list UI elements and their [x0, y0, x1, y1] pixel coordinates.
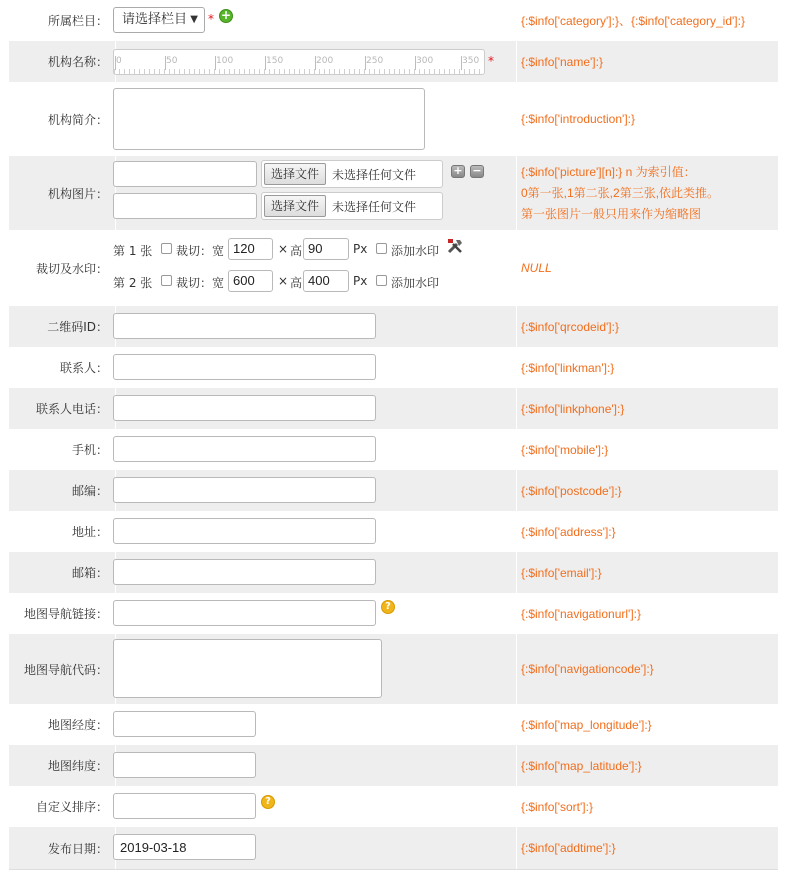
row-addtime	[9, 827, 778, 869]
email-note: {:$info['email']:}	[521, 565, 602, 580]
crop-row-index: 第 1 张	[113, 244, 153, 258]
picture-note-line: 第一张图片一般只用来作为缩略图	[521, 206, 702, 221]
chevron-down-icon: ▼	[190, 14, 198, 25]
times-sign: ×	[278, 242, 289, 256]
ruler-tick: 350	[462, 56, 480, 66]
ruler-tick: 150	[266, 56, 284, 66]
addtime-input[interactable]	[113, 834, 256, 860]
row-qrcodeid	[9, 306, 778, 347]
mobile-label: 手机：	[71, 443, 108, 457]
navigationcode-textarea[interactable]	[113, 639, 382, 698]
crop-height-input[interactable]	[303, 270, 349, 292]
linkman-input[interactable]	[113, 354, 376, 380]
crop-label: 裁切及水印：	[35, 261, 108, 276]
crop-row-index: 第 2 张	[113, 276, 153, 290]
sort-input[interactable]	[113, 793, 256, 819]
navigationurl-note: {:$info['navigationurl']:}	[521, 606, 641, 621]
ruler-tick: 300	[416, 56, 434, 66]
crop-width-label: 裁切：宽	[176, 244, 225, 258]
row-category	[9, 0, 778, 41]
map-longitude-note: {:$info['map_longitude']:}	[521, 717, 652, 732]
file-picker-2[interactable]	[261, 192, 443, 220]
remove-picture-button[interactable]: −	[470, 165, 484, 178]
row-introduction	[9, 82, 778, 156]
row-email	[9, 552, 778, 593]
map-latitude-input[interactable]	[113, 752, 256, 778]
row-address	[9, 511, 778, 552]
times-sign: ×	[278, 274, 289, 288]
name-label: 机构名称：	[47, 55, 108, 69]
divider	[516, 827, 517, 869]
file-picker-1[interactable]	[261, 160, 443, 188]
navigationurl-label: 地图导航链接：	[23, 607, 108, 621]
linkphone-note: {:$info['linkphone']:}	[521, 401, 625, 416]
name-input[interactable]	[113, 49, 485, 75]
crop-checkbox[interactable]	[161, 275, 172, 286]
ruler-tick: 0	[116, 56, 122, 66]
navigationcode-label: 地图导航代码：	[23, 662, 108, 677]
postcode-label: 邮编：	[71, 484, 108, 498]
file-status: 未选择任何文件	[332, 199, 417, 214]
watermark-label: 添加水印	[391, 244, 440, 258]
picture-note-line: {:$info['picture'][n]:} n 为索引值：	[521, 164, 696, 179]
file-status: 未选择任何文件	[332, 167, 417, 182]
postcode-note: {:$info['postcode']:}	[521, 483, 622, 498]
row-map-latitude	[9, 745, 778, 786]
picture-note	[521, 156, 776, 230]
row-crop	[9, 230, 778, 306]
divider	[516, 745, 517, 786]
ruler-tick: 50	[166, 56, 178, 66]
sort-label: 自定义排序：	[35, 800, 108, 814]
watermark-label: 添加水印	[391, 276, 440, 290]
introduction-note: {:$info['introduction']:}	[521, 112, 635, 126]
crop-note: NULL	[521, 261, 552, 275]
crop-height-label: 高	[290, 244, 303, 258]
qrcodeid-input[interactable]	[113, 313, 376, 339]
address-label: 地址：	[71, 525, 108, 539]
email-input[interactable]	[113, 559, 376, 585]
row-linkman	[9, 347, 778, 388]
mobile-note: {:$info['mobile']:}	[521, 442, 609, 457]
picture-path-input-2[interactable]	[113, 193, 257, 219]
category-label: 所属栏目：	[47, 14, 108, 28]
qrcodeid-label: 二维码ID：	[47, 320, 108, 334]
addtime-note: {:$info['addtime']:}	[521, 841, 616, 855]
row-picture	[9, 156, 778, 230]
address-input[interactable]	[113, 518, 376, 544]
question-mark-icon[interactable]: ?	[381, 600, 395, 614]
qrcodeid-note: {:$info['qrcodeid']:}	[521, 319, 619, 334]
row-postcode	[9, 470, 778, 511]
mobile-input[interactable]	[113, 436, 376, 462]
row-name	[9, 41, 778, 82]
crop-width-label: 裁切：宽	[176, 276, 225, 290]
addtime-label: 发布日期：	[47, 841, 108, 856]
email-label: 邮箱：	[71, 566, 108, 580]
crop-height-input[interactable]	[303, 238, 349, 260]
navigationcode-note: {:$info['navigationcode']:}	[521, 662, 654, 676]
map-longitude-input[interactable]	[113, 711, 256, 737]
row-navigationcode	[9, 634, 778, 704]
map-latitude-label: 地图纬度：	[47, 759, 108, 773]
address-note: {:$info['address']:}	[521, 524, 616, 539]
picture-note-line: 0第一张,1第二张,2第三张,依此类推。	[521, 185, 720, 200]
category-required-mark: *	[208, 12, 214, 26]
linkphone-input[interactable]	[113, 395, 376, 421]
ruler-tick: 250	[366, 56, 384, 66]
picture-label: 机构图片：	[47, 186, 108, 201]
picture-path-input-1[interactable]	[113, 161, 257, 187]
linkphone-label: 联系人电话：	[35, 402, 108, 416]
row-navigationurl	[9, 593, 778, 634]
name-required-mark: *	[488, 54, 494, 68]
linkman-label: 联系人：	[59, 361, 108, 375]
category-select-value: 请选择栏目	[122, 12, 188, 27]
choose-file-button[interactable]: 选择文件	[264, 195, 326, 217]
introduction-textarea[interactable]	[113, 88, 425, 150]
linkman-note: {:$info['linkman']:}	[521, 360, 615, 375]
crop-checkbox[interactable]	[161, 243, 172, 254]
map-longitude-label: 地图经度：	[47, 718, 108, 732]
unit-label: Px	[353, 242, 368, 256]
postcode-input[interactable]	[113, 477, 376, 503]
category-select[interactable]	[113, 7, 205, 33]
ruler-tick: 100	[216, 56, 234, 66]
unit-label: Px	[353, 274, 368, 288]
introduction-label: 机构简介：	[47, 112, 108, 127]
row-sort	[9, 786, 778, 827]
ruler-tick: 200	[316, 56, 334, 66]
crop-height-label: 高	[290, 276, 303, 290]
divider	[516, 470, 517, 511]
tools-icon[interactable]	[447, 238, 464, 254]
plus-circle-icon[interactable]: +	[220, 8, 232, 22]
divider	[516, 552, 517, 593]
watermark-checkbox[interactable]	[376, 275, 387, 286]
divider	[516, 306, 517, 347]
divider	[9, 869, 778, 870]
crop-width-input[interactable]	[228, 238, 273, 260]
crop-width-input[interactable]	[228, 270, 273, 292]
row-map-longitude	[9, 704, 778, 745]
row-mobile	[9, 429, 778, 470]
map-latitude-note: {:$info['map_latitude']:}	[521, 758, 642, 773]
divider	[516, 156, 517, 230]
row-linkphone	[9, 388, 778, 429]
sort-note: {:$info['sort']:}	[521, 799, 593, 814]
add-picture-button[interactable]: +	[451, 165, 465, 178]
watermark-checkbox[interactable]	[376, 243, 387, 254]
divider	[516, 634, 517, 704]
category-note: {:$info['category']:}、{:$info['category_id']:}	[521, 14, 745, 28]
divider	[516, 388, 517, 429]
navigationurl-input[interactable]	[113, 600, 376, 626]
question-mark-icon[interactable]: ?	[261, 795, 275, 809]
divider	[516, 41, 517, 82]
name-note: {:$info['name']:}	[521, 54, 603, 69]
choose-file-button[interactable]: 选择文件	[264, 163, 326, 185]
